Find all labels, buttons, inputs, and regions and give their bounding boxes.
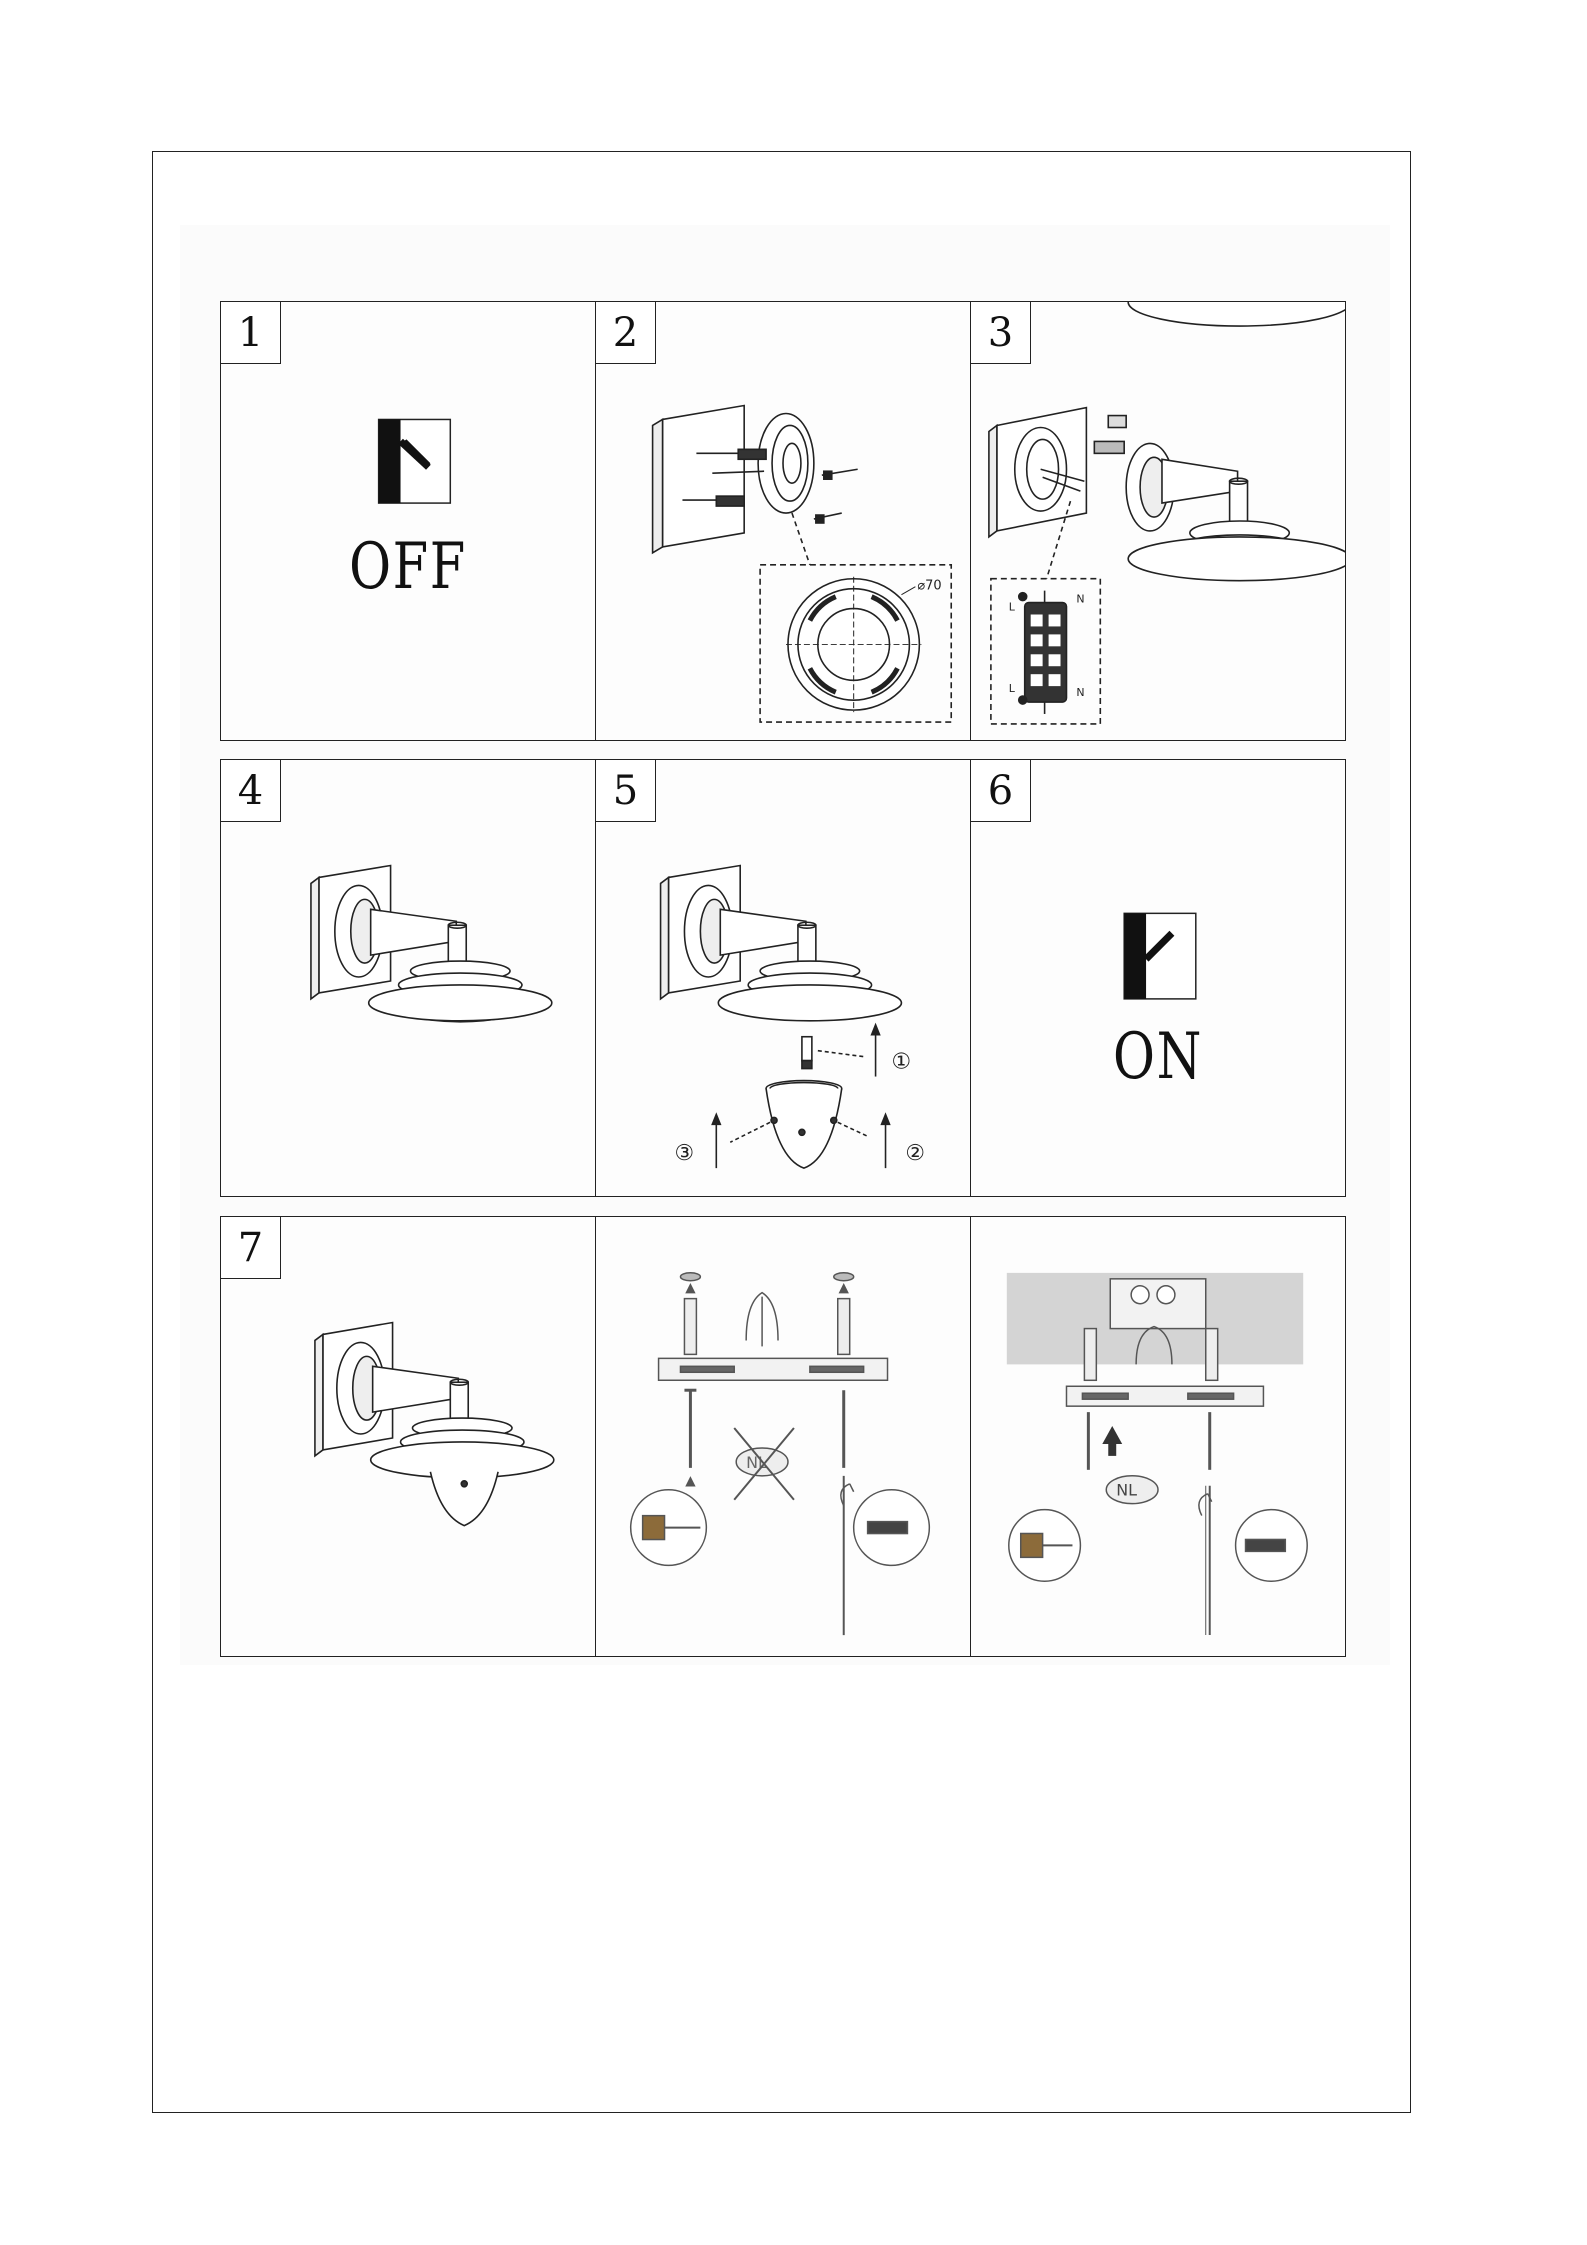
glass-shade-install-drawing xyxy=(596,760,970,1196)
step-5-panel xyxy=(596,760,971,1196)
off-label: OFF xyxy=(349,530,467,604)
lamp-complete-drawing xyxy=(221,1217,595,1656)
step-number: 7 xyxy=(221,1217,281,1279)
svg-text:NL: NL xyxy=(1116,1480,1137,1500)
power-switch-off-icon xyxy=(221,302,595,740)
step-number: 3 xyxy=(971,302,1031,364)
screw-icon xyxy=(814,469,858,523)
step-6-panel xyxy=(971,760,1345,1196)
callout-3: ③ xyxy=(674,1141,695,1167)
instruction-row-2 xyxy=(220,759,1346,1197)
step-number: 4 xyxy=(221,760,281,822)
ceiling-bar-allowed-panel xyxy=(971,1217,1345,1656)
instruction-row-3 xyxy=(220,1216,1346,1657)
instruction-row-1 xyxy=(220,301,1346,741)
step-3-panel xyxy=(971,302,1345,740)
mounting-plate-drawing xyxy=(596,302,970,740)
step-number: 6 xyxy=(971,760,1031,822)
step-number: 5 xyxy=(596,760,656,822)
svg-text:L: L xyxy=(1008,682,1015,696)
step-number: 1 xyxy=(221,302,281,364)
step-2-panel xyxy=(596,302,971,740)
step-1-panel xyxy=(221,302,596,740)
callout-2: ② xyxy=(905,1141,926,1167)
nl-badge xyxy=(1106,1476,1158,1504)
ceiling-bar-drawing xyxy=(596,1217,970,1656)
lamp-mounted-drawing xyxy=(221,760,595,1196)
svg-text:N: N xyxy=(1076,686,1085,700)
nl-crossed-badge xyxy=(734,1428,794,1500)
ceiling-bar-not-allowed-panel xyxy=(596,1217,971,1656)
on-label: ON xyxy=(1113,1020,1203,1094)
power-switch-on-icon xyxy=(971,760,1345,1196)
step-number: 2 xyxy=(596,302,656,364)
wiring-drawing xyxy=(971,302,1345,740)
svg-text:L: L xyxy=(1008,600,1015,614)
svg-text:N: N xyxy=(1076,592,1085,606)
step-4-panel xyxy=(221,760,596,1196)
svg-text:NL: NL xyxy=(746,1452,767,1472)
step-7-panel xyxy=(221,1217,596,1656)
diameter-label: ⌀70 xyxy=(917,578,942,594)
callout-1: ① xyxy=(891,1049,912,1075)
ceiling-mount-drawing xyxy=(971,1217,1345,1656)
